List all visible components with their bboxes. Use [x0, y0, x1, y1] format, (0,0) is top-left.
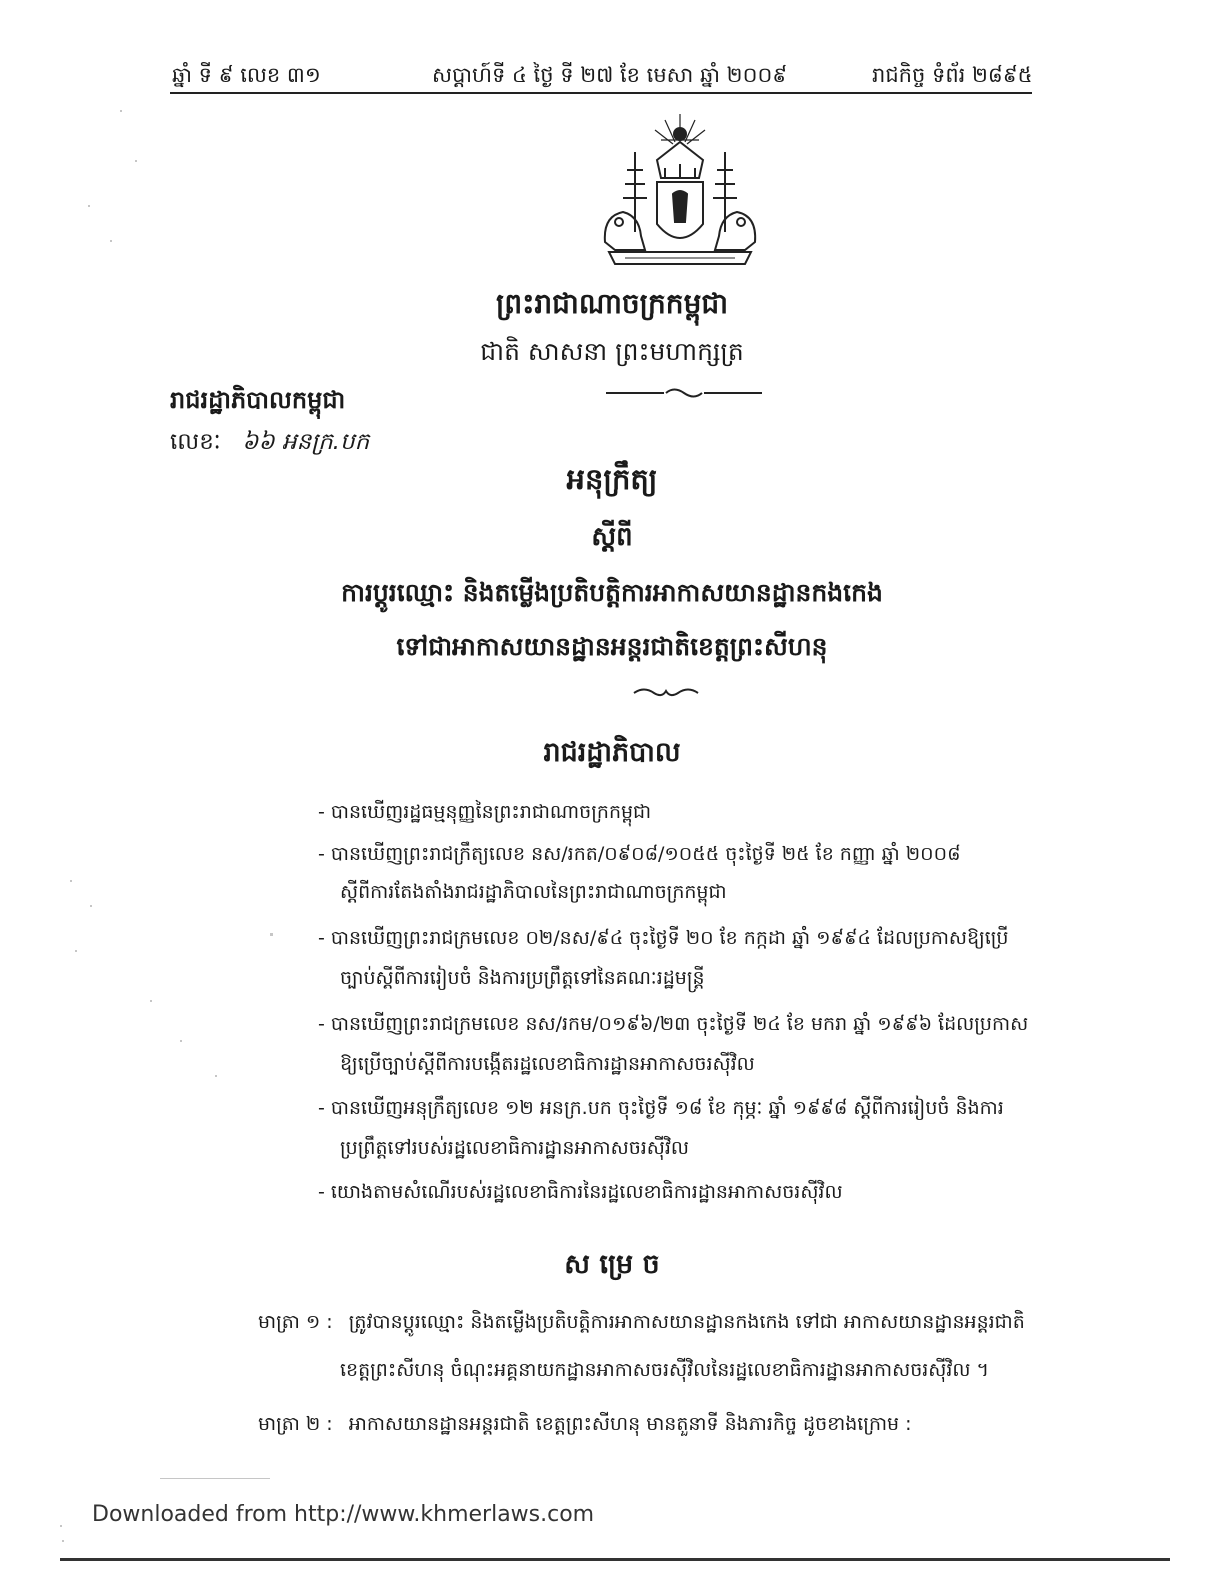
national-motto: ជាតិ សាសនា ព្រះមហាក្សត្រ [480, 337, 744, 366]
kingdom-title: ព្រះរាជាណាចក្រកម្ពុជា [495, 287, 728, 320]
header-page: រាជកិច្ច ទំព័រ ២៨៩៥ [872, 63, 1033, 87]
article-1-continuation: ខេត្តព្រះសីហនុ ចំណុះអគ្គនាយកដ្ឋានអាកាសចរស៊ីវិលនៃរដ្ឋលេខាធិការដ្ឋានអាកាសចរស៊ីវិល ។ [340, 1359, 990, 1381]
preamble-item-continuation: ច្បាប់ស្តីពីការរៀបចំ និងការប្រព្រឹត្តទៅនៃគណៈរដ្ឋមន្ត្រី [340, 967, 705, 989]
about-heading: ស្តីពី [591, 522, 633, 552]
header-issue: ឆ្នាំ ទី ៩ លេខ ៣១ [172, 63, 321, 87]
article-1-label: មាត្រា ១ : [258, 1311, 333, 1333]
preamble-item-continuation: ស្តីពីការតែងតាំងរាជរដ្ឋាភិបាលនៃព្រះរាជាណាចក្រកម្ពុជា [340, 881, 727, 903]
preamble-item-continuation: ឱ្យប្រើច្បាប់ស្តីពីការបង្កើតរដ្ឋលេខាធិការដ្ឋានអាកាសចរស៊ីវិល [340, 1053, 755, 1075]
article-2-label: មាត្រា ២ : [258, 1413, 333, 1435]
footer-rule [60, 1558, 1170, 1561]
document-number [170, 428, 369, 461]
preamble-item: - បានឃើញព្រះរាជក្រឹត្យលេខ នស/រកត/០៩០៨/១០៥៥ ចុះថ្ងៃទី ២៥ ខែ កញ្ញា ឆ្នាំ ២០០៨ [318, 843, 961, 865]
motto-divider-ornament [604, 386, 764, 400]
article-1-text: ត្រូវបានប្តូរឈ្មោះ និងតម្លើងប្រតិបត្តិការអាកាសយានដ្ឋានកងកេង ទៅជា អាកាសយានដ្ឋានអន្តរជាតិ [348, 1311, 1025, 1333]
article-2 [258, 1412, 912, 1440]
preamble-item: - បានឃើញអនុក្រឹត្យលេខ ១២ អនក្រ.បក ចុះថ្ងៃទី ១៨ ខែ កុម្ភៈ ឆ្នាំ ១៩៩៨ ស្តីពីការរៀបចំ និងការ [318, 1097, 1004, 1119]
preamble-item-continuation: ប្រព្រឹត្តទៅរបស់រដ្ឋលេខាធិការដ្ឋានអាកាសចរស៊ីវិល [340, 1137, 690, 1159]
subject-line-1: ការប្តូរឈ្មោះ និងតម្លើងប្រតិបត្តិការអាកាសយានដ្ឋានកងកេង [341, 578, 883, 607]
decision-heading: ស ម្រេ ច [564, 1249, 660, 1280]
preamble-item: - បានឃើញព្រះរាជក្រមលេខ ០២/នស/៩៤ ចុះថ្ងៃទី ២០ ខែ កក្កដា ឆ្នាំ ១៩៩៤ ដែលប្រកាសឱ្យប្រើ [318, 927, 1009, 949]
header-date: សប្តាហ៍ទី ៤ ថ្ងៃ ទី ២៧ ខែ មេសា ឆ្នាំ ២០០៩ [432, 63, 788, 87]
download-source-footer: Downloaded from http://www.khmerlaws.com [92, 1502, 595, 1527]
issuer-name: រាជរដ្ឋាភិបាលកម្ពុជា [170, 386, 346, 414]
title-divider-ornament [632, 686, 700, 700]
preamble-item: - បានឃើញព្រះរាជក្រមលេខ នស/រកម/០១៩៦/២៣ ចុះថ្ងៃទី ២៤ ខែ មករា ឆ្នាំ ១៩៩៦ ដែលប្រកាស [318, 1013, 1029, 1035]
number-value: ៦៦ អនក្រ.បក [242, 429, 370, 455]
article-2-text: អាកាសយានដ្ឋានអន្តរជាតិ ខេត្តព្រះសីហនុ មានតួនាទី និងភារកិច្ច ដូចខាងក្រោម : [348, 1413, 912, 1435]
government-heading: រាជរដ្ឋាភិបាល [543, 737, 681, 768]
subject-line-2: ទៅជាអាកាសយានដ្ឋានអន្តរជាតិខេត្តព្រះសីហនុ [396, 632, 828, 661]
number-label: លេខៈ [170, 429, 221, 455]
preamble-item: - យោងតាមសំណើរបស់រដ្ឋលេខាធិការនៃរដ្ឋលេខាធិការដ្ឋានអាកាសចរស៊ីវិល [318, 1181, 843, 1203]
document-type-title: អនុក្រឹត្យ [566, 462, 658, 496]
royal-coat-of-arms-emblem [595, 112, 765, 270]
article-1 [258, 1310, 1025, 1338]
preamble-item: - បានឃើញរដ្ឋធម្មនុញ្ញនៃព្រះរាជាណាចក្រកម្ពុជា [318, 801, 652, 823]
